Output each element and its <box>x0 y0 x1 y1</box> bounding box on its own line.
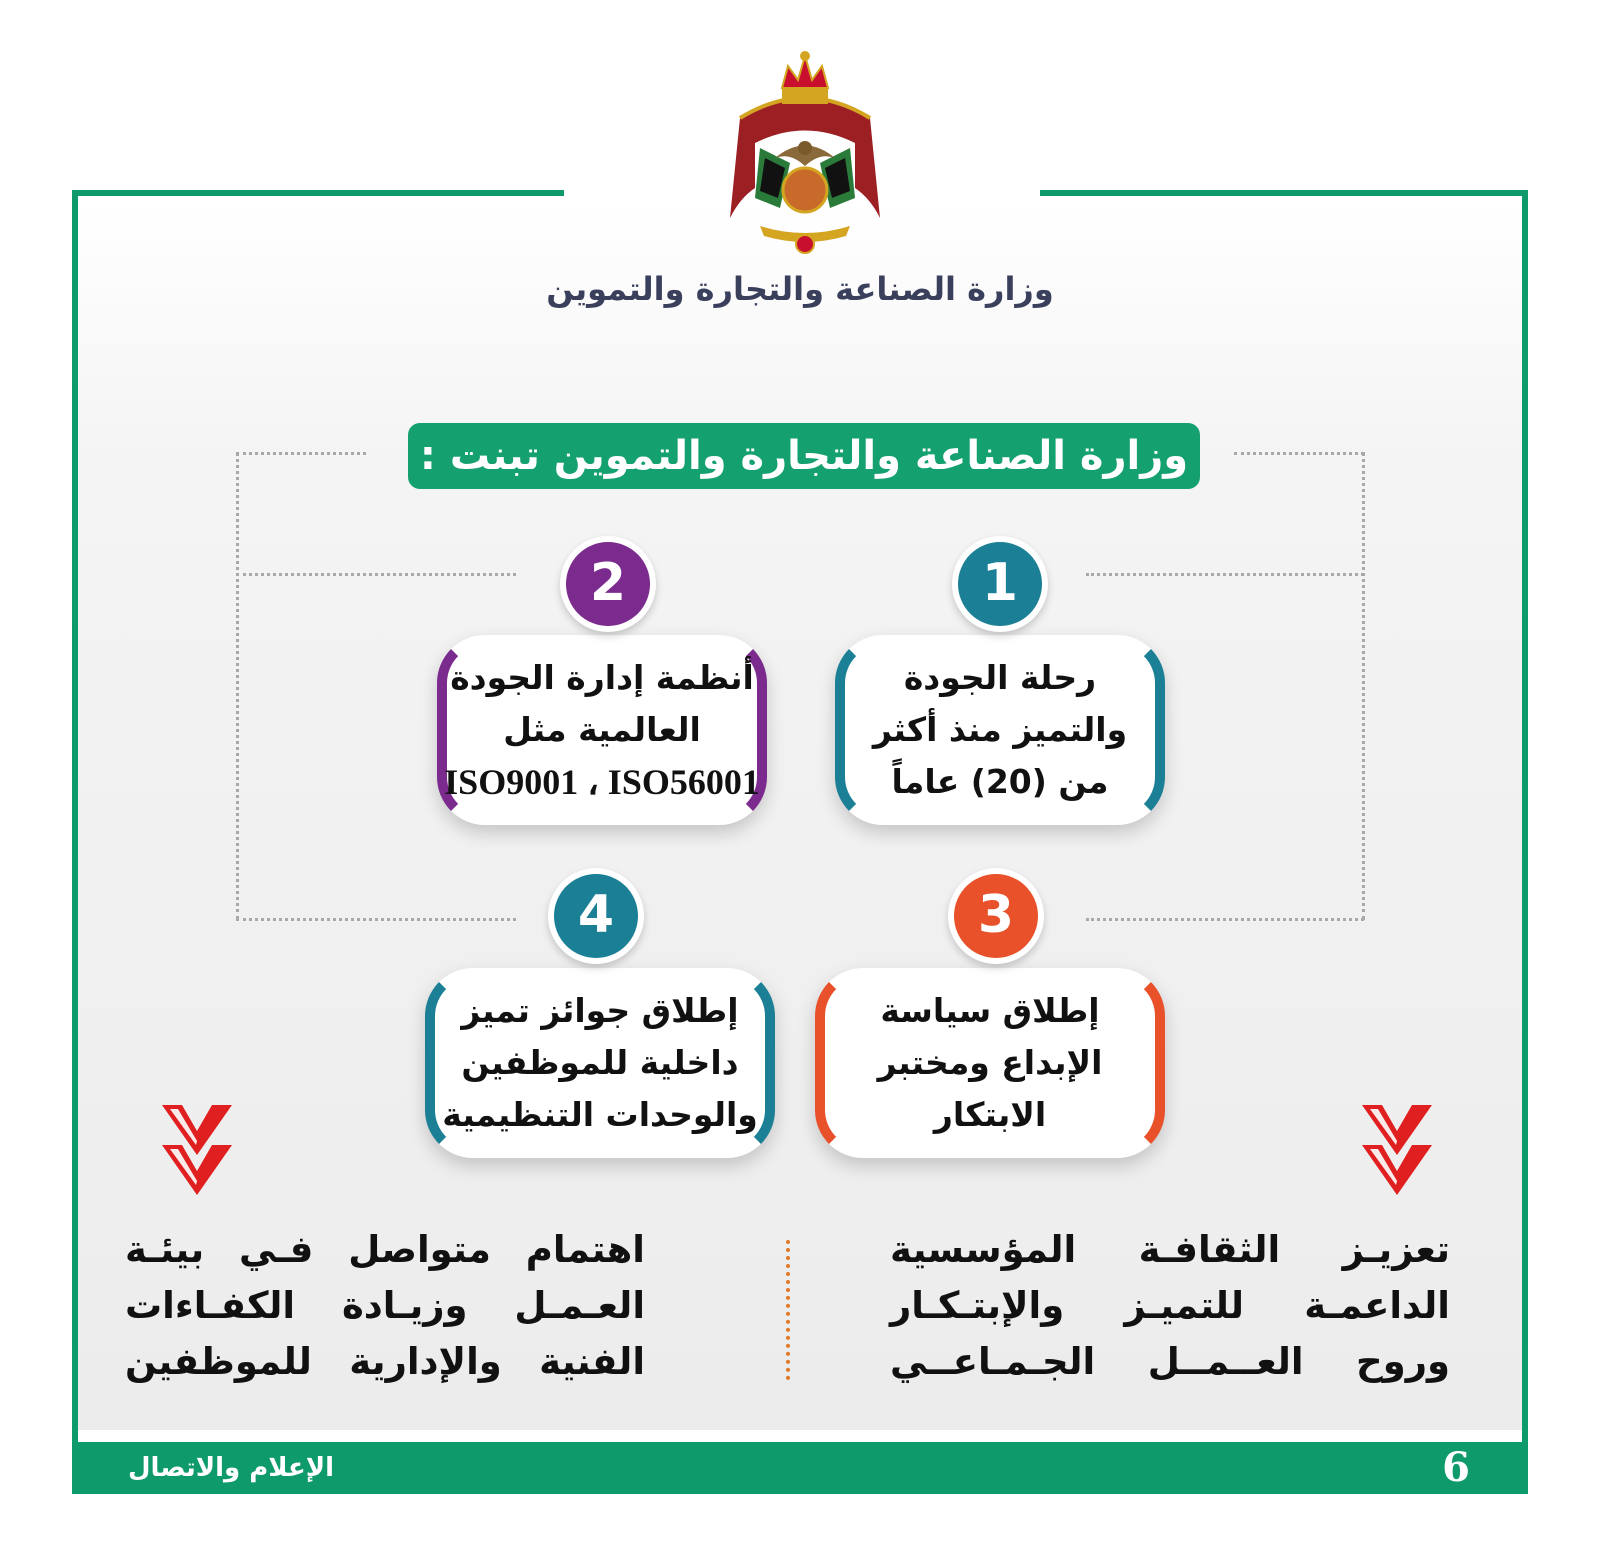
dotted-line <box>1234 452 1364 455</box>
page-number: 6 <box>1442 1444 1470 1491</box>
statement-line: الداعمـة للتميـز والإبتـكـار <box>890 1284 1450 1327</box>
item-text-line: أنظمة إدارة الجودة <box>450 658 754 697</box>
item-text-line: إطلاق سياسة <box>880 991 1100 1030</box>
footer-bar <box>72 1442 1528 1494</box>
item-number-4: 4 <box>548 868 644 964</box>
dotted-line <box>236 573 516 576</box>
frame-top-left <box>72 190 564 196</box>
dotted-line <box>1086 918 1364 921</box>
item-card-4 <box>425 968 775 1158</box>
dotted-line <box>236 452 366 455</box>
item-text-line: من (20) عاماً <box>891 762 1109 801</box>
item-number-3: 3 <box>948 868 1044 964</box>
item-number-2: 2 <box>560 536 656 632</box>
footer-label: الإعلام والاتصال <box>128 1453 335 1483</box>
dotted-line <box>236 918 516 921</box>
dotted-line <box>236 452 239 920</box>
statement-line: الفنية والإدارية للموظفين <box>125 1340 645 1383</box>
red-chevron-icon <box>1362 1105 1432 1195</box>
frame-left <box>72 190 78 1450</box>
coat-of-arms-emblem <box>720 48 890 258</box>
item-card-1-text <box>845 645 1155 815</box>
dotted-line <box>1086 573 1364 576</box>
item-text-line: داخلية للموظفين <box>461 1043 739 1082</box>
item-card-2-text <box>444 645 760 815</box>
item-card-4-text <box>435 978 765 1148</box>
item-text-line: العالمية مثل <box>503 710 701 749</box>
item-text-line: والوحدات التنظيمية <box>442 1095 758 1134</box>
statement-line: اهتمام متواصل فـي بيئـة <box>125 1228 645 1271</box>
item-card-1 <box>835 635 1165 825</box>
item-text-line: ISO9001 ، ISO56001 <box>444 762 760 802</box>
statement-line: وروح العــمــل الجـمـاعــي <box>890 1340 1450 1383</box>
statement-line: تعزيـز الثقافـة المؤسسية <box>890 1228 1450 1271</box>
item-text-line: رحلة الجودة <box>903 658 1097 697</box>
vertical-divider <box>786 1240 790 1380</box>
item-text-line: إطلاق جوائز تميز <box>461 991 739 1030</box>
item-text-line: الابتكار <box>933 1095 1047 1134</box>
section-banner: وزارة الصناعة والتجارة والتموين تبنت : <box>408 423 1200 489</box>
bottom-right-statement <box>890 1222 1450 1390</box>
item-text-line: والتميز منذ أكثر <box>872 710 1128 749</box>
item-number-1: 1 <box>952 536 1048 632</box>
statement-line: العـمـل وزيـادة الكفـاءات <box>125 1284 645 1327</box>
red-chevron-icon <box>162 1105 232 1195</box>
dotted-line <box>1362 452 1365 920</box>
item-text-line: الإبداع ومختبر <box>877 1043 1103 1082</box>
bottom-left-statement <box>125 1222 645 1390</box>
item-card-3 <box>815 968 1165 1158</box>
item-card-3-text <box>825 978 1155 1148</box>
frame-top-right <box>1040 190 1528 196</box>
ministry-title: وزارة الصناعة والتجارة والتموين <box>546 270 1054 308</box>
item-card-2 <box>437 635 767 825</box>
frame-right <box>1522 190 1528 1450</box>
